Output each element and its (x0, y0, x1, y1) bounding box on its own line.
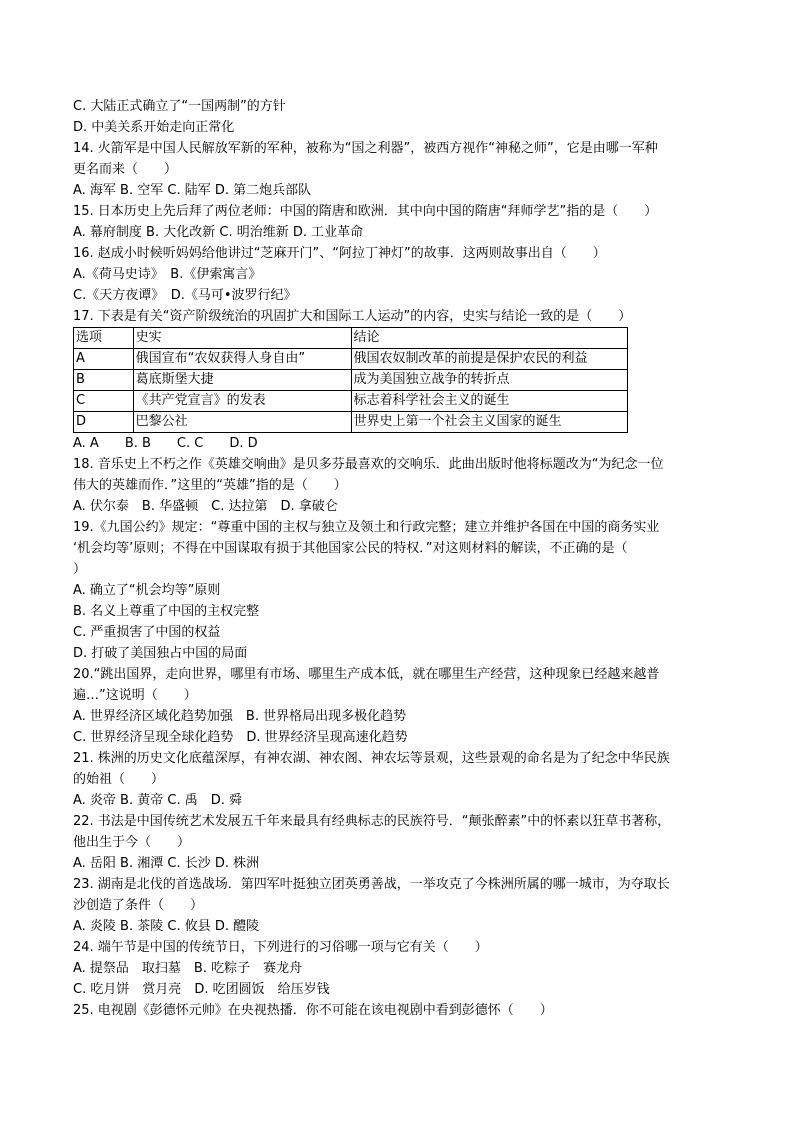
q20-options-ab: A. 世界经济区域化趋势加强 B. 世界格局出现多极化趋势 (73, 709, 407, 724)
q22-stem-line2: 他出生于今（ ） (73, 835, 191, 850)
table-cell: D (74, 412, 134, 433)
q19-option-d: D. 打破了美国独占中国的局面 (73, 646, 248, 661)
q23-stem-line2: 沙创造了条件（ ） (73, 898, 204, 913)
q19-option-c: C. 严重损害了中国的权益 (73, 625, 221, 640)
table-cell: 巴黎公社 (133, 412, 351, 433)
q20-stem-line2: 遍…”这说明（ ） (73, 688, 197, 703)
q18-options: A. 伏尔泰 B. 华盛顿 C. 达拉第 D. 拿破仑 (73, 499, 338, 514)
q14-stem-line1: 14. 火箭军是中国人民解放军新的军种，被称为“国之利器”，被西方视作“神秘之师”，它是由哪一军种 (73, 141, 658, 156)
table-cell: 葛底斯堡大捷 (133, 370, 351, 391)
q23-stem-line1: 23. 湖南是北伐的首选战场．第四军叶挺独立团英勇善战，一举攻克了今株洲所属的哪一城市，为夺取长 (73, 877, 670, 892)
table-header-row (74, 328, 628, 349)
q21-stem-line2: 的始祖（ ） (73, 772, 165, 787)
q13-option-d: D. 中美关系开始走向正常化 (73, 120, 235, 135)
table-row (74, 391, 628, 412)
q19-stem-line3: ） (73, 562, 87, 577)
q25-stem: 25. 电视剧《彭德怀元帅》在央视热播．你不可能在该电视剧中看到彭德怀（ ） (73, 1003, 553, 1018)
q17-stem: 17. 下表是有关“资产阶级统治的巩固扩大和国际工人运动”的内容，史实与结论一致的是（ ） (73, 309, 632, 324)
table-row (74, 412, 628, 433)
q17-table (73, 327, 628, 433)
table-cell: 标志着科学社会主义的诞生 (351, 391, 628, 412)
q24-options-cd: C. 吃月饼 赏月亮 D. 吃团圆饭 给压岁钱 (73, 982, 330, 997)
q18-stem-line1: 18. 音乐史上不朽之作《英雄交响曲》是贝多芬最喜欢的交响乐．此曲出版时他将标题改为“为纪念一位 (73, 457, 664, 472)
exam-page (73, 96, 728, 1021)
q16-stem: 16. 赵成小时候听妈妈给他讲过“芝麻开门”、“阿拉丁神灯”的故事．这两则故事出自（ ） (73, 246, 606, 261)
table-header-cell: 结论 (351, 328, 628, 349)
q18-stem-line2: 伟大的英雄而作．”这里的“英雄”指的是（ ） (73, 478, 347, 493)
table-cell: 俄国农奴制改革的前提是保护农民的利益 (351, 349, 628, 370)
table-cell: 成为美国独立战争的转折点 (351, 370, 628, 391)
q24-stem: 24. 端午节是中国的传统节日，下列进行的习俗哪一项与它有关（ ） (73, 940, 488, 955)
q20-options-cd: C. 世界经济呈现全球化趋势 D. 世界经济呈现高速化趋势 (73, 730, 408, 745)
q21-stem-line1: 21. 株洲的历史文化底蕴深厚，有神农湖、神农阁、神农坛等景观，这些景观的命名是为了纪念中华民族 (73, 751, 670, 766)
q23-options: A. 炎陵 B. 茶陵 C. 攸县 D. 醴陵 (73, 919, 260, 934)
table-cell: 《共产党宣言》的发表 (133, 391, 351, 412)
q19-option-a: A. 确立了“机会均等”原则 (73, 583, 221, 598)
q22-stem-line1: 22. 书法是中国传统艺术发展五千年来最具有经典标志的民族符号．“颠张醉素”中的怀素以狂草书著称， (73, 814, 671, 829)
q15-options: A. 幕府制度 B. 大化改新 C. 明治维新 D. 工业革命 (73, 225, 364, 240)
q19-stem-line1: 19.《九国公约》规定：“尊重中国的主权与独立及领土和行政完整；建立并维护各国在中国的商务实业 (73, 520, 660, 535)
table-cell: C (74, 391, 134, 412)
q16-options-cd: C.《天方夜谭》 D.《马可•波罗行纪》 (73, 288, 297, 303)
table-header-cell: 选项 (74, 328, 134, 349)
table-cell: 俄国宣布“农奴获得人身自由” (133, 349, 351, 370)
q19-stem-line2: ‘机会均等’原则；不得在中国谋取有损于其他国家公民的特权．”对这则材料的解读，不正确的是（ (73, 541, 628, 556)
q14-options: A. 海军 B. 空军 C. 陆军 D. 第二炮兵部队 (73, 183, 312, 198)
q20-stem-line1: 20.“跳出国界，走向世界，哪里有市场、哪里生产成本低，就在哪里生产经营，这种现象已经越来越普 (73, 667, 660, 682)
q17-options: A. A B. B C. C D. D (73, 436, 258, 451)
q13-option-c: C. 大陆正式确立了“一国两制”的方针 (73, 99, 286, 114)
table-row (74, 370, 628, 391)
q16-options-ab: A.《荷马史诗》 B.《伊索寓言》 (73, 267, 262, 282)
table-cell: 世界史上第一个社会主义国家的诞生 (351, 412, 628, 433)
table-cell: A (74, 349, 134, 370)
table-cell: B (74, 370, 134, 391)
q19-option-b: B. 名义上尊重了中国的主权完整 (73, 604, 260, 619)
table-row (74, 349, 628, 370)
q22-options: A. 岳阳 B. 湘潭 C. 长沙 D. 株洲 (73, 856, 260, 871)
q15-stem: 15. 日本历史上先后拜了两位老师：中国的隋唐和欧洲．其中向中国的隋唐“拜师学艺”指的是（ ） (73, 204, 658, 219)
q21-options: A. 炎帝 B. 黄帝 C. 禹 D. 舜 (73, 793, 242, 808)
q14-stem-line2: 更名而来（ ） (73, 162, 178, 177)
q24-options-ab: A. 提祭品 取扫墓 B. 吃粽子 赛龙舟 (73, 961, 303, 976)
table-header-cell: 史实 (133, 328, 351, 349)
